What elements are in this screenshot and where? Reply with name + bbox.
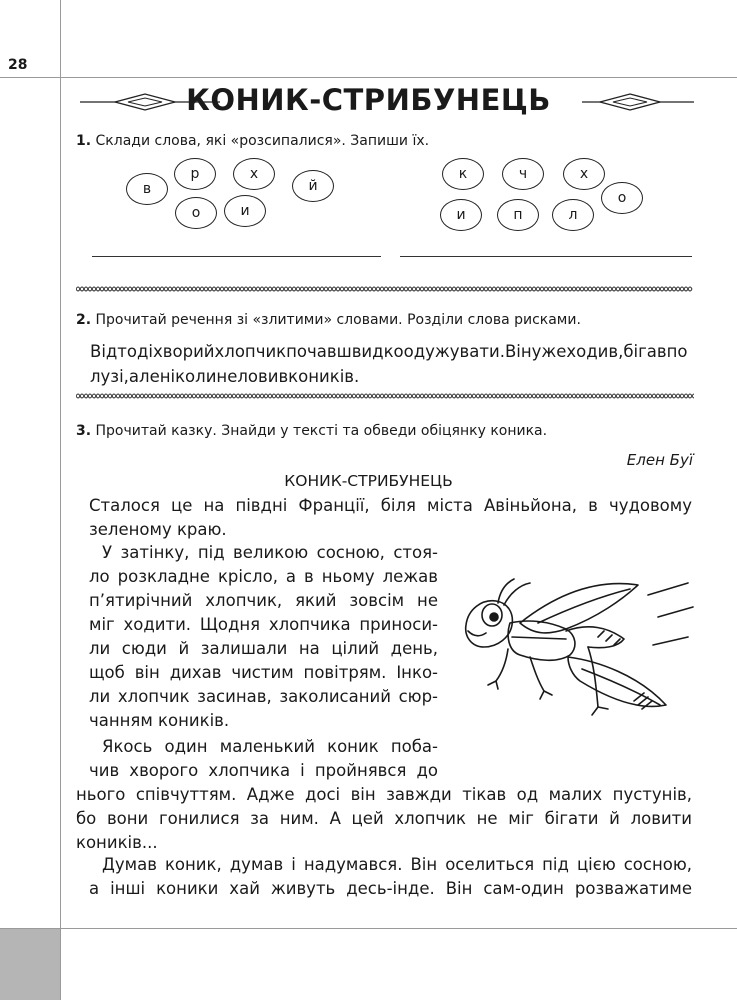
story-line: міг ходити. Щодня хлопчика приноси- (89, 615, 438, 634)
answer-line-1[interactable] (92, 256, 381, 257)
task-1-instruction (76, 133, 429, 149)
task-3-text: Прочитай казку. Знайди у тексті та обведи обіцянку коника. (95, 423, 548, 439)
grasshopper-icon (448, 565, 698, 745)
story-paragraph-2 (76, 541, 438, 733)
story-line: чив хворого хлопчика і пройнявся до (89, 761, 438, 780)
story-line: ли сюди й залишали на цілий день, (89, 639, 438, 658)
divider-wave-1 (76, 285, 694, 293)
task-3-number: 3. (76, 423, 92, 439)
page-title: КОНИК-СТРИБУНЕЦЬ (186, 83, 551, 117)
letter-bubble: о (175, 197, 217, 229)
story-line: ли хлопчик засинав, заколисаний сюр- (89, 687, 438, 706)
story-paragraph-3-narrow (76, 735, 438, 783)
letter-bubble: о (601, 182, 643, 214)
story-line: Якось один маленький коник поба- (102, 737, 438, 756)
letter-bubble: р (174, 158, 216, 190)
letter-bubble: л (552, 199, 594, 231)
task-2-text: Прочитай речення зі «злитими» словами. Розділи слова рисками. (95, 312, 581, 328)
story-line: зеленому краю. (89, 520, 227, 539)
letter-bubble: к (442, 158, 484, 190)
story-title: КОНИК-СТРИБУНЕЦЬ (284, 472, 453, 490)
task-1-number: 1. (76, 133, 92, 149)
letter-bubble: х (563, 158, 605, 190)
letter-bubble: й (292, 170, 334, 202)
margin-line (60, 0, 61, 1000)
letter-bubble: п (497, 199, 539, 231)
letter-bubble: и (440, 199, 482, 231)
story-line: щоб він дихав чистим повітрям. Інко- (89, 663, 438, 682)
task-3-instruction (76, 423, 547, 439)
story-line: Думав коник, думав і надумався. Він оселиться під цією сосною, (102, 855, 692, 874)
story-line: коників... (76, 833, 158, 852)
letter-bubble: в (126, 173, 168, 205)
story-line: У затінку, під великою сосною, стоя- (102, 543, 438, 562)
story-line: бо вони гонилися за ним. А цей хлопчик не міг бігати й ловити (76, 809, 692, 828)
task-2-number: 2. (76, 312, 92, 328)
story-line: нього співчуттям. Адже досі він завжди тікав од малих пустунів, (76, 785, 692, 804)
letter-bubble: и (224, 195, 266, 227)
letter-bubble: х (233, 158, 275, 190)
task-2-instruction (76, 312, 581, 328)
jumbled-sentence (90, 339, 696, 389)
jumbled-line: Відтодіхворийхлопчикпочавшвидкоодужувати.Вінужеходив,бігавпо (90, 342, 688, 361)
right-ornament-icon (582, 92, 694, 112)
footer-rule (0, 928, 737, 929)
story-paragraph-1 (76, 494, 692, 542)
task-1-text: Склади слова, які «розсипалися». Запиши їх. (95, 133, 430, 149)
story-line: Сталося це на півдні Франції, біля міста Авіньйона, в чудовому (89, 496, 692, 515)
footer-corner-block (0, 929, 60, 1000)
story-author: Елен Буї (626, 451, 693, 469)
jumbled-line: лузі,аленіколинеловивкоників. (90, 367, 360, 386)
story-line: ло розкладне крісло, а в ньому лежав (89, 567, 438, 586)
story-paragraph-3-wide (76, 783, 692, 855)
story-paragraph-4 (76, 853, 692, 901)
story-line: а інші коники хай живуть десь-інде. Він сам-один розважатиме (89, 879, 692, 898)
divider-wave-2 (76, 392, 694, 400)
story-line: чанням коників. (89, 711, 230, 730)
letter-bubble: ч (502, 158, 544, 190)
header-rule (0, 77, 737, 78)
page-number: 28 (8, 57, 28, 73)
story-line: п’ятирічний хлопчик, який зовсім не (89, 591, 438, 610)
answer-line-2[interactable] (400, 256, 692, 257)
